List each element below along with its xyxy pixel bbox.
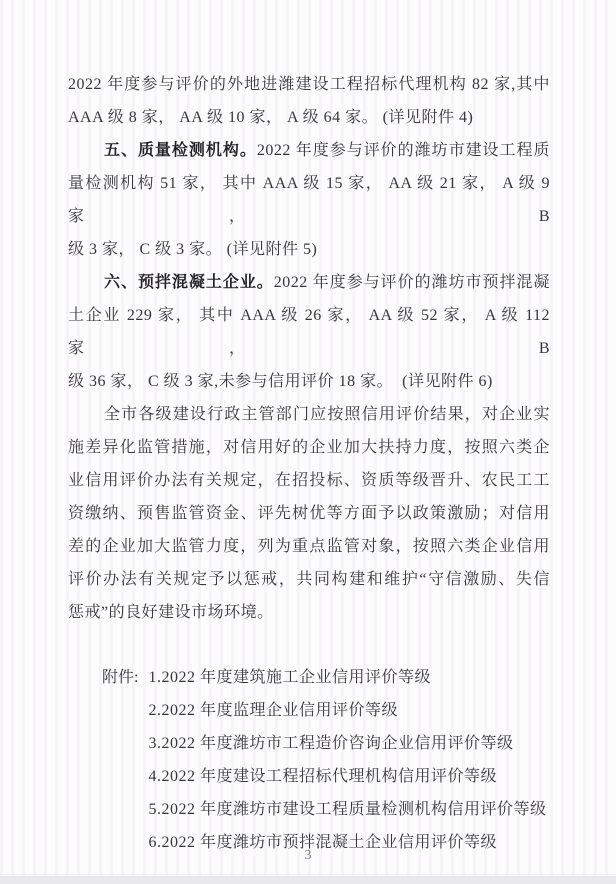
text-line: [68, 68, 550, 101]
section-heading: 六、预拌混凝土企业。: [104, 274, 274, 291]
text-line: [68, 563, 550, 596]
line-text: 2022 年度参与评价的潍坊市建设工程质: [256, 142, 550, 159]
text-line: [68, 365, 550, 398]
text-line: [68, 167, 555, 233]
line-text: 评价办法有关规定予以惩戒，共同构建和维护“守信激励、失信: [68, 571, 550, 588]
text-line: [68, 101, 550, 134]
text-line: [68, 266, 550, 299]
text-line: [68, 398, 550, 431]
text-line: [68, 464, 550, 497]
attachment-item: 1.2022 年度建筑施工企业信用评价等级: [148, 669, 431, 686]
scan-bottom-edge: [0, 876, 616, 884]
text-line: [68, 134, 550, 167]
attachments-block: [68, 661, 550, 859]
line-text: 量检测机构 51 家， 其中 AAA 级 15 家， AA 级 21 家， A 级 9 家， B: [68, 175, 555, 225]
section-heading: 五、质量检测机构。: [104, 142, 257, 159]
line-text: 全市各级建设行政主管部门应按照信用评价结果，对企业实: [104, 406, 550, 423]
text-line: [68, 596, 550, 629]
body-text: [68, 68, 555, 629]
page-number: 3: [304, 848, 312, 863]
attachment-item: 2.2022 年度监理企业信用评价等级: [148, 702, 398, 719]
attachment-item: 3.2022 年度潍坊市工程造价咨询企业信用评价等级: [148, 735, 514, 752]
attachments-list: [148, 661, 546, 859]
text-line: [68, 299, 555, 365]
attachment-item: 4.2022 年度建设工程招标代理机构信用评价等级: [148, 768, 497, 785]
line-text: 惩戒”的良好建设市场环境。: [68, 604, 274, 621]
text-line: [68, 431, 550, 464]
line-text: 施差异化监管措施，对信用好的企业加大扶持力度，按照六类企: [68, 439, 550, 456]
line-text: 业信用评价办法有关规定，在招投标、资质等级晋升、农民工工: [68, 472, 550, 489]
attachments-label: 附件:: [102, 669, 139, 686]
text-line: [68, 497, 550, 530]
text-line: [68, 530, 550, 563]
line-text: 2022 年度参与评价的外地进潍建设工程招标代理机构 82 家,其中: [68, 76, 550, 93]
attachment-item: 6.2022 年度潍坊市预拌混凝土企业信用评价等级: [148, 834, 497, 851]
line-text: 2022 年度参与评价的潍坊市预拌混凝: [273, 274, 550, 291]
line-text: 级 3 家， C 级 3 家。 (详见附件 5): [68, 241, 318, 258]
line-text: 资缴纳、预售监管资金、评先树优等方面予以政策激励；对信用: [68, 505, 550, 522]
attachment-item: 5.2022 年度潍坊市建设工程质量检测机构信用评价等级: [148, 801, 547, 818]
text-line: [68, 233, 550, 266]
page-edge-line: [0, 874, 616, 875]
line-text: AAA 级 8 家， AA 级 10 家， A 级 64 家。 (详见附件 4): [68, 109, 474, 126]
line-text: 差的企业加大监管力度，列为重点监管对象，按照六类企业信用: [68, 538, 550, 555]
line-text: 级 36 家， C 级 3 家,未参与信用评价 18 家。 (详见附件 6): [68, 373, 493, 390]
line-text: 土企业 229 家， 其中 AAA 级 26 家， AA 级 52 家， A 级 112 家， B: [68, 307, 555, 357]
